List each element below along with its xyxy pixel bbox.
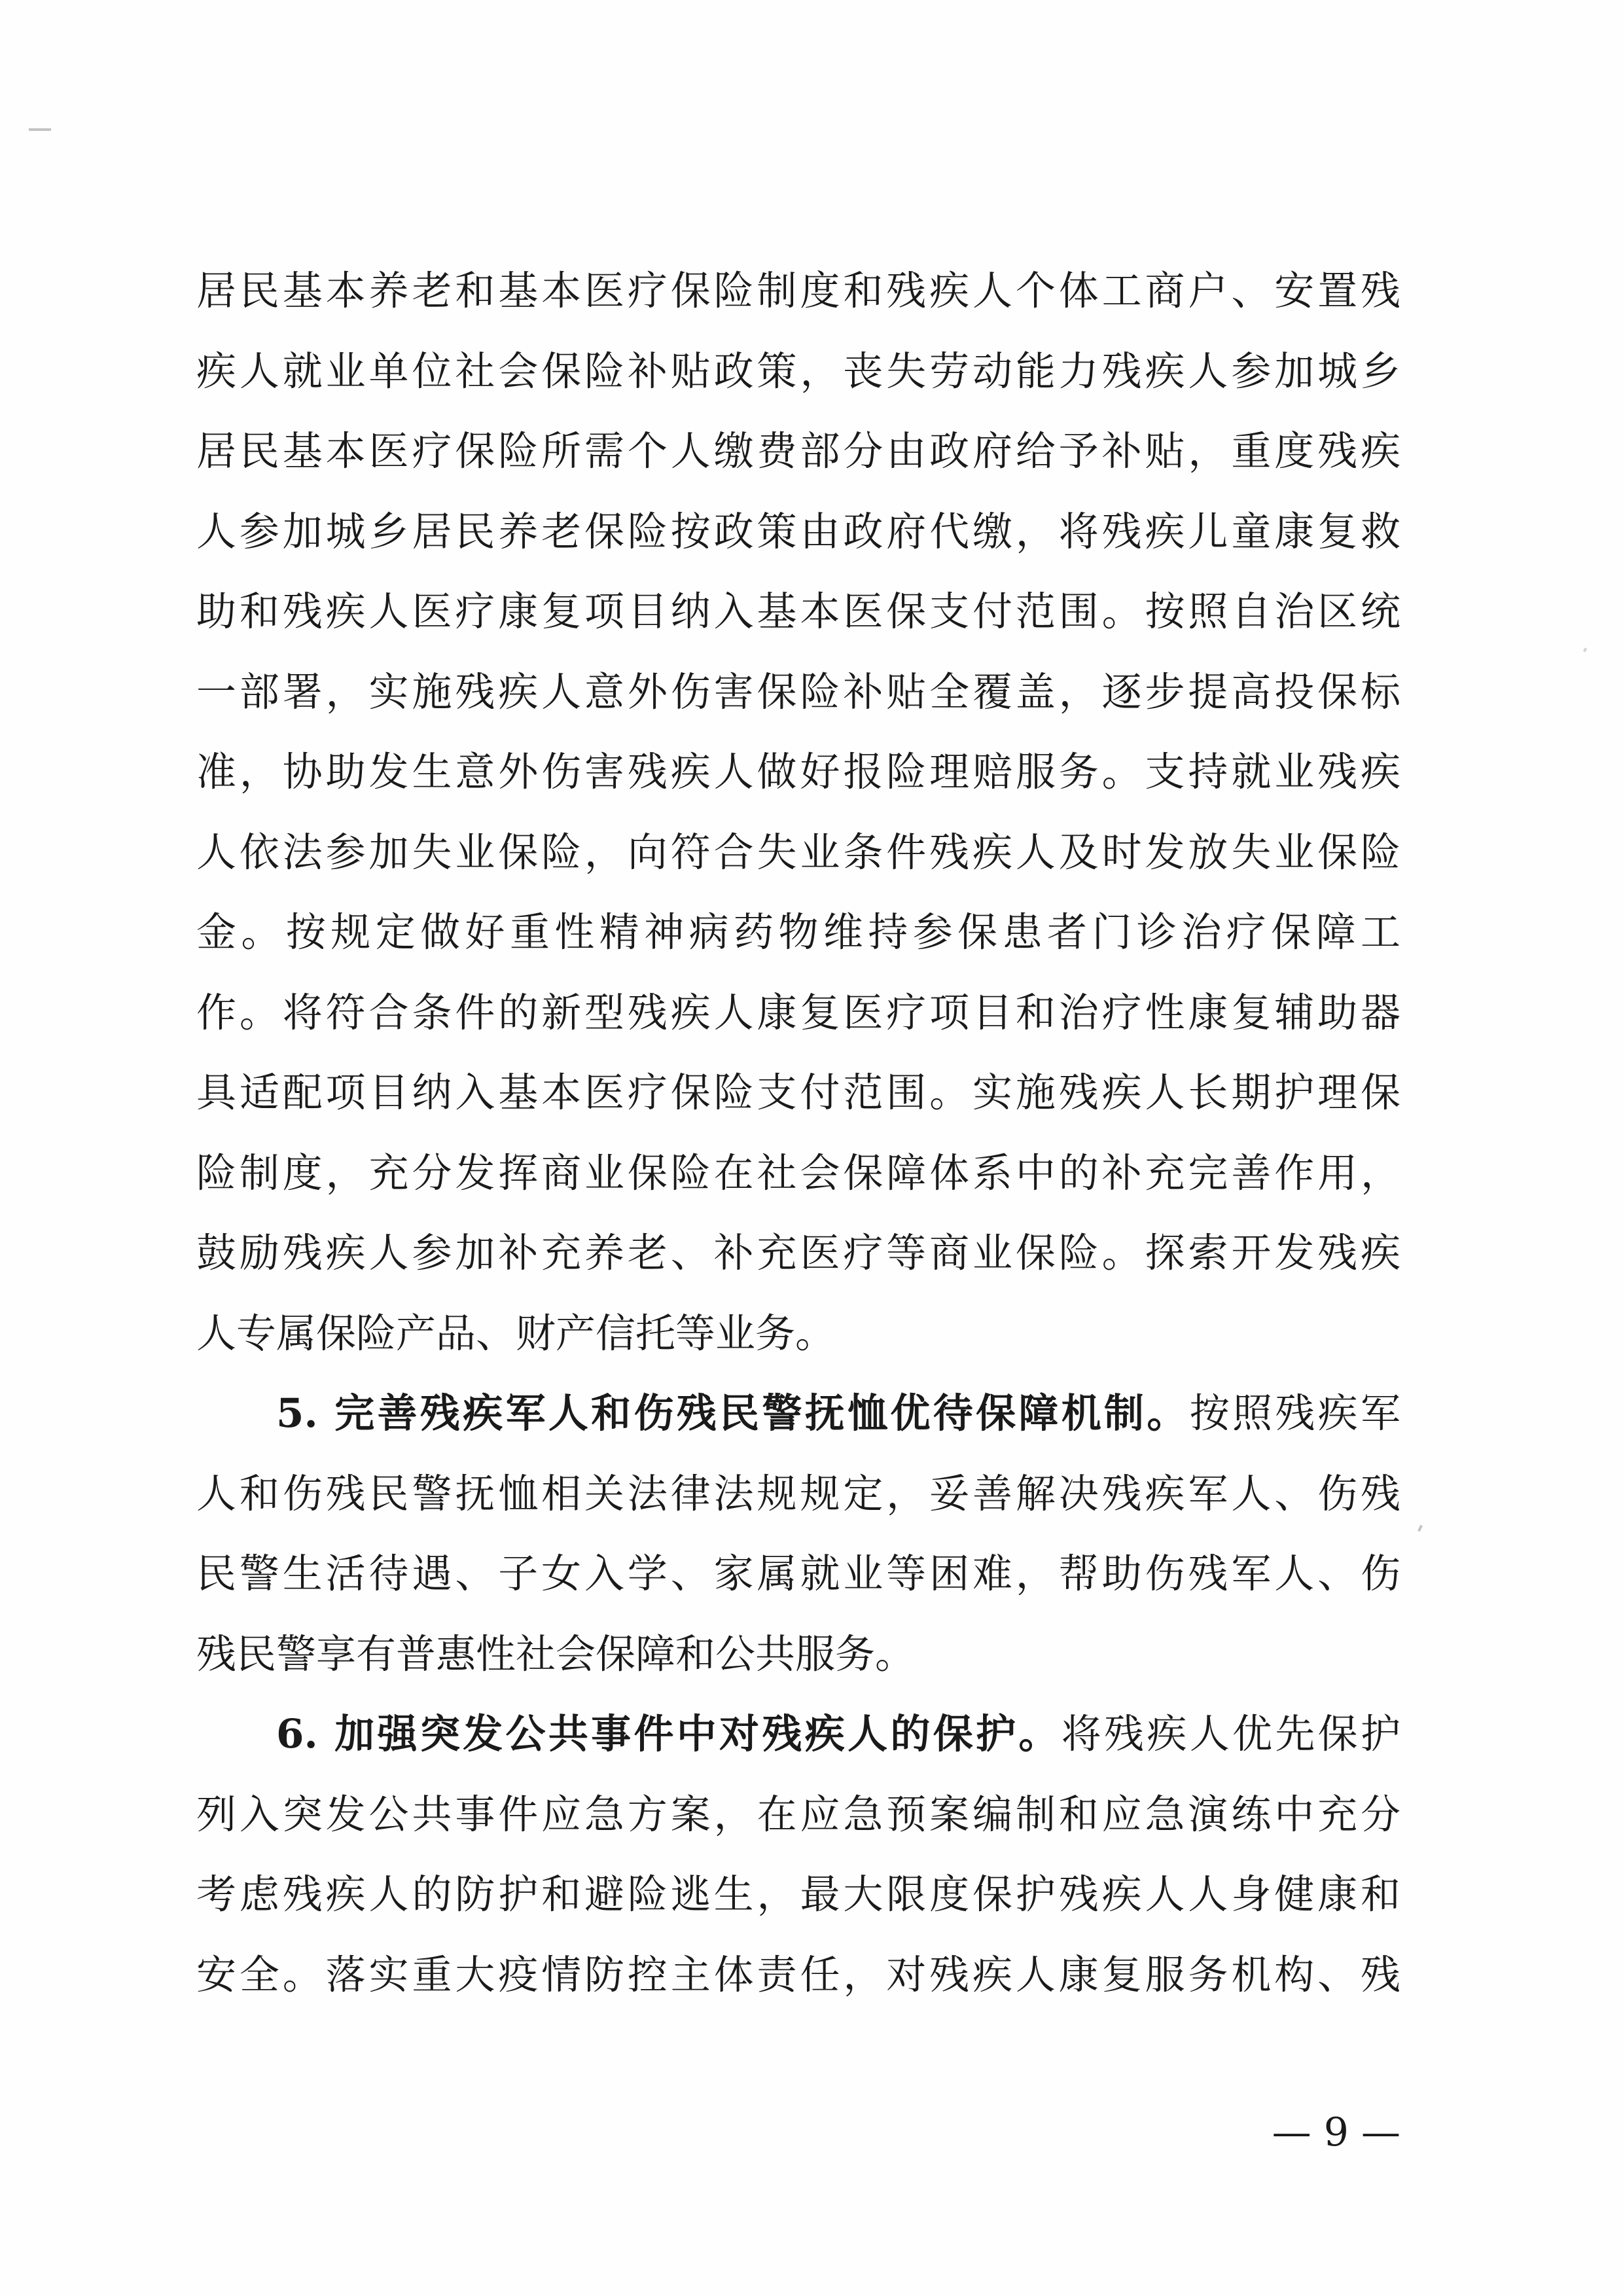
scan-artifact <box>1583 647 1587 652</box>
text-line: 残民警享有普惠性社会保障和公共服务。 <box>196 1630 916 1677</box>
section-6-heading: 6. 加强突发公共事件中对残疾人的保护。 <box>276 1711 1061 1757</box>
text-line: 准，协助发生意外伤害残疾人做好报险理赔服务。支持就业残疾 <box>196 749 1400 795</box>
text-line: 居民基本医疗保险所需个人缴费部分由政府给予补贴，重度残疾 <box>196 428 1400 475</box>
scan-artifact <box>29 128 51 131</box>
section-5-text: 按照残疾军 <box>1189 1390 1400 1437</box>
text-line: 作。将符合条件的新型残疾人康复医疗项目和治疗性康复辅助器 <box>196 989 1400 1036</box>
section-6-text: 将残疾人优先保护 <box>1061 1711 1400 1757</box>
section-5-first-line <box>196 1374 1400 1454</box>
body-text <box>196 251 1400 2015</box>
text-line: 人专属保险产品、财产信托等业务。 <box>196 1310 836 1357</box>
text-line: 险制度，充分发挥商业保险在社会保障体系中的补充完善作用， <box>196 1149 1400 1196</box>
text-line: 人参加城乡居民养老保险按政策由政府代缴，将残疾儿童康复救 <box>196 508 1400 555</box>
scan-artifact <box>1418 1525 1423 1532</box>
text-line: 列入突发公共事件应急方案，在应急预案编制和应急演练中充分 <box>196 1791 1400 1838</box>
text-line: 一部署，实施残疾人意外伤害保险补贴全覆盖，逐步提高投保标 <box>196 668 1400 715</box>
section-6-first-line <box>196 1695 1400 1775</box>
text-line: 民警生活待遇、子女入学、家属就业等困难，帮助伤残军人、伤 <box>196 1551 1400 1597</box>
text-line: 考虑残疾人的防护和避险逃生，最大限度保护残疾人人身健康和 <box>196 1871 1400 1918</box>
text-line: 人依法参加失业保险，向符合失业条件残疾人及时发放失业保险 <box>196 829 1400 876</box>
text-line: 安全。落实重大疫情防控主体责任，对残疾人康复服务机构、残 <box>196 1951 1400 1998</box>
text-line: 人和伤残民警抚恤相关法律法规规定，妥善解决残疾军人、伤残 <box>196 1470 1400 1517</box>
text-line: 鼓励残疾人参加补充养老、补充医疗等商业保险。探索开发残疾 <box>196 1230 1400 1276</box>
page-number: — 9 — <box>1272 2109 1400 2155</box>
text-line: 具适配项目纳入基本医疗保险支付范围。实施残疾人长期护理保 <box>196 1069 1400 1116</box>
text-line: 居民基本养老和基本医疗保险制度和残疾人个体工商户、安置残 <box>196 268 1400 314</box>
text-line: 金。按规定做好重性精神病药物维持参保患者门诊治疗保障工 <box>196 909 1400 956</box>
text-line: 疾人就业单位社会保险补贴政策，丧失劳动能力残疾人参加城乡 <box>196 348 1400 395</box>
text-line: 助和残疾人医疗康复项目纳入基本医保支付范围。按照自治区统 <box>196 588 1400 635</box>
section-5-heading: 5. 完善残疾军人和伤残民警抚恤优待保障机制。 <box>276 1390 1190 1437</box>
